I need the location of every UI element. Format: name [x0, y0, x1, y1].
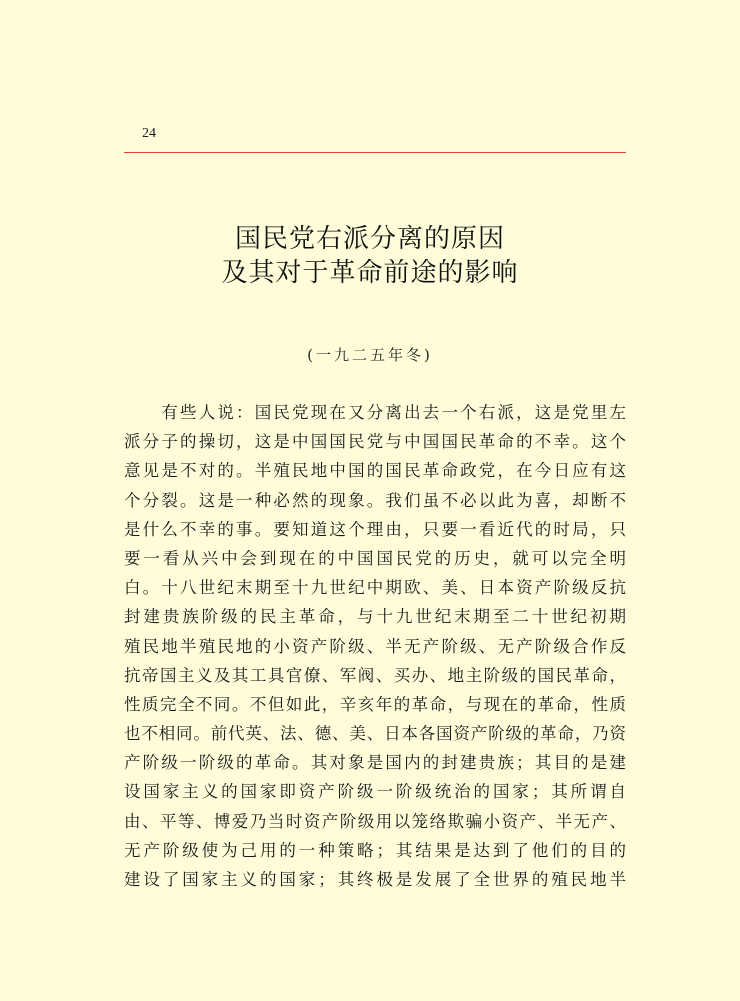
body-line: 抗帝国主义及其工具官僚、军阀、买办、地主阶级的国民革命， — [124, 665, 626, 685]
body-line: 个分裂。这是一种必然的现象。我们虽不必以此为喜，却断不 — [124, 490, 626, 510]
body-line: 性质完全不同。不但如此，辛亥年的革命，与现在的革命，性质 — [124, 694, 626, 714]
body-line: 也不相同。前代英、法、德、美、日本各国资产阶级的革命，乃资 — [124, 724, 626, 744]
body-line: 意见是不对的。半殖民地中国的国民革命政党，在今日应有这 — [124, 461, 626, 481]
body-line: 有些人说：国民党现在又分离出去一个右派，这是党里左 — [124, 403, 626, 422]
title-line-2: 及其对于革命前途的影响 — [221, 258, 519, 288]
body-line: 无产阶级使为己用的一种策略；其结果是达到了他们的目的 — [124, 840, 626, 860]
article-date: (一九二五年冬) — [307, 346, 433, 364]
body-line: 产阶级一阶级的革命。其对象是国内的封建贵族；其目的是建 — [124, 753, 626, 773]
body-line: 封建贵族阶级的民主革命，与十九世纪末期至二十世纪初期 — [124, 607, 626, 627]
body-line: 是什么不幸的事。要知道这个理由，只要一看近代的时局，只 — [124, 519, 626, 539]
article-body — [124, 398, 626, 894]
body-line: 殖民地半殖民地的小资产阶级、半无产阶级、无产阶级合作反 — [124, 636, 626, 656]
body-line: 由、平等、博爱乃当时资产阶级用以笼络欺骗小资产、半无产、 — [124, 811, 626, 831]
body-line: 建设了国家主义的国家；其终极是发展了全世界的殖民地半 — [124, 870, 626, 889]
body-line: 要一看从兴中会到现在的中国国民党的历史，就可以完全明 — [124, 548, 626, 568]
body-line: 白。十八世纪末期至十九世纪中期欧、美、日本资产阶级反抗 — [124, 578, 626, 598]
title-line-1: 国民党右派分离的原因 — [234, 224, 505, 254]
header-divider — [124, 152, 626, 153]
body-line: 设国家主义的国家即资产阶级一阶级统治的国家；其所谓自 — [124, 782, 626, 802]
body-line: 派分子的操切，这是中国国民党与中国国民革命的不幸。这个 — [124, 432, 626, 452]
article-title — [0, 222, 740, 290]
page-number: 24 — [142, 126, 156, 141]
